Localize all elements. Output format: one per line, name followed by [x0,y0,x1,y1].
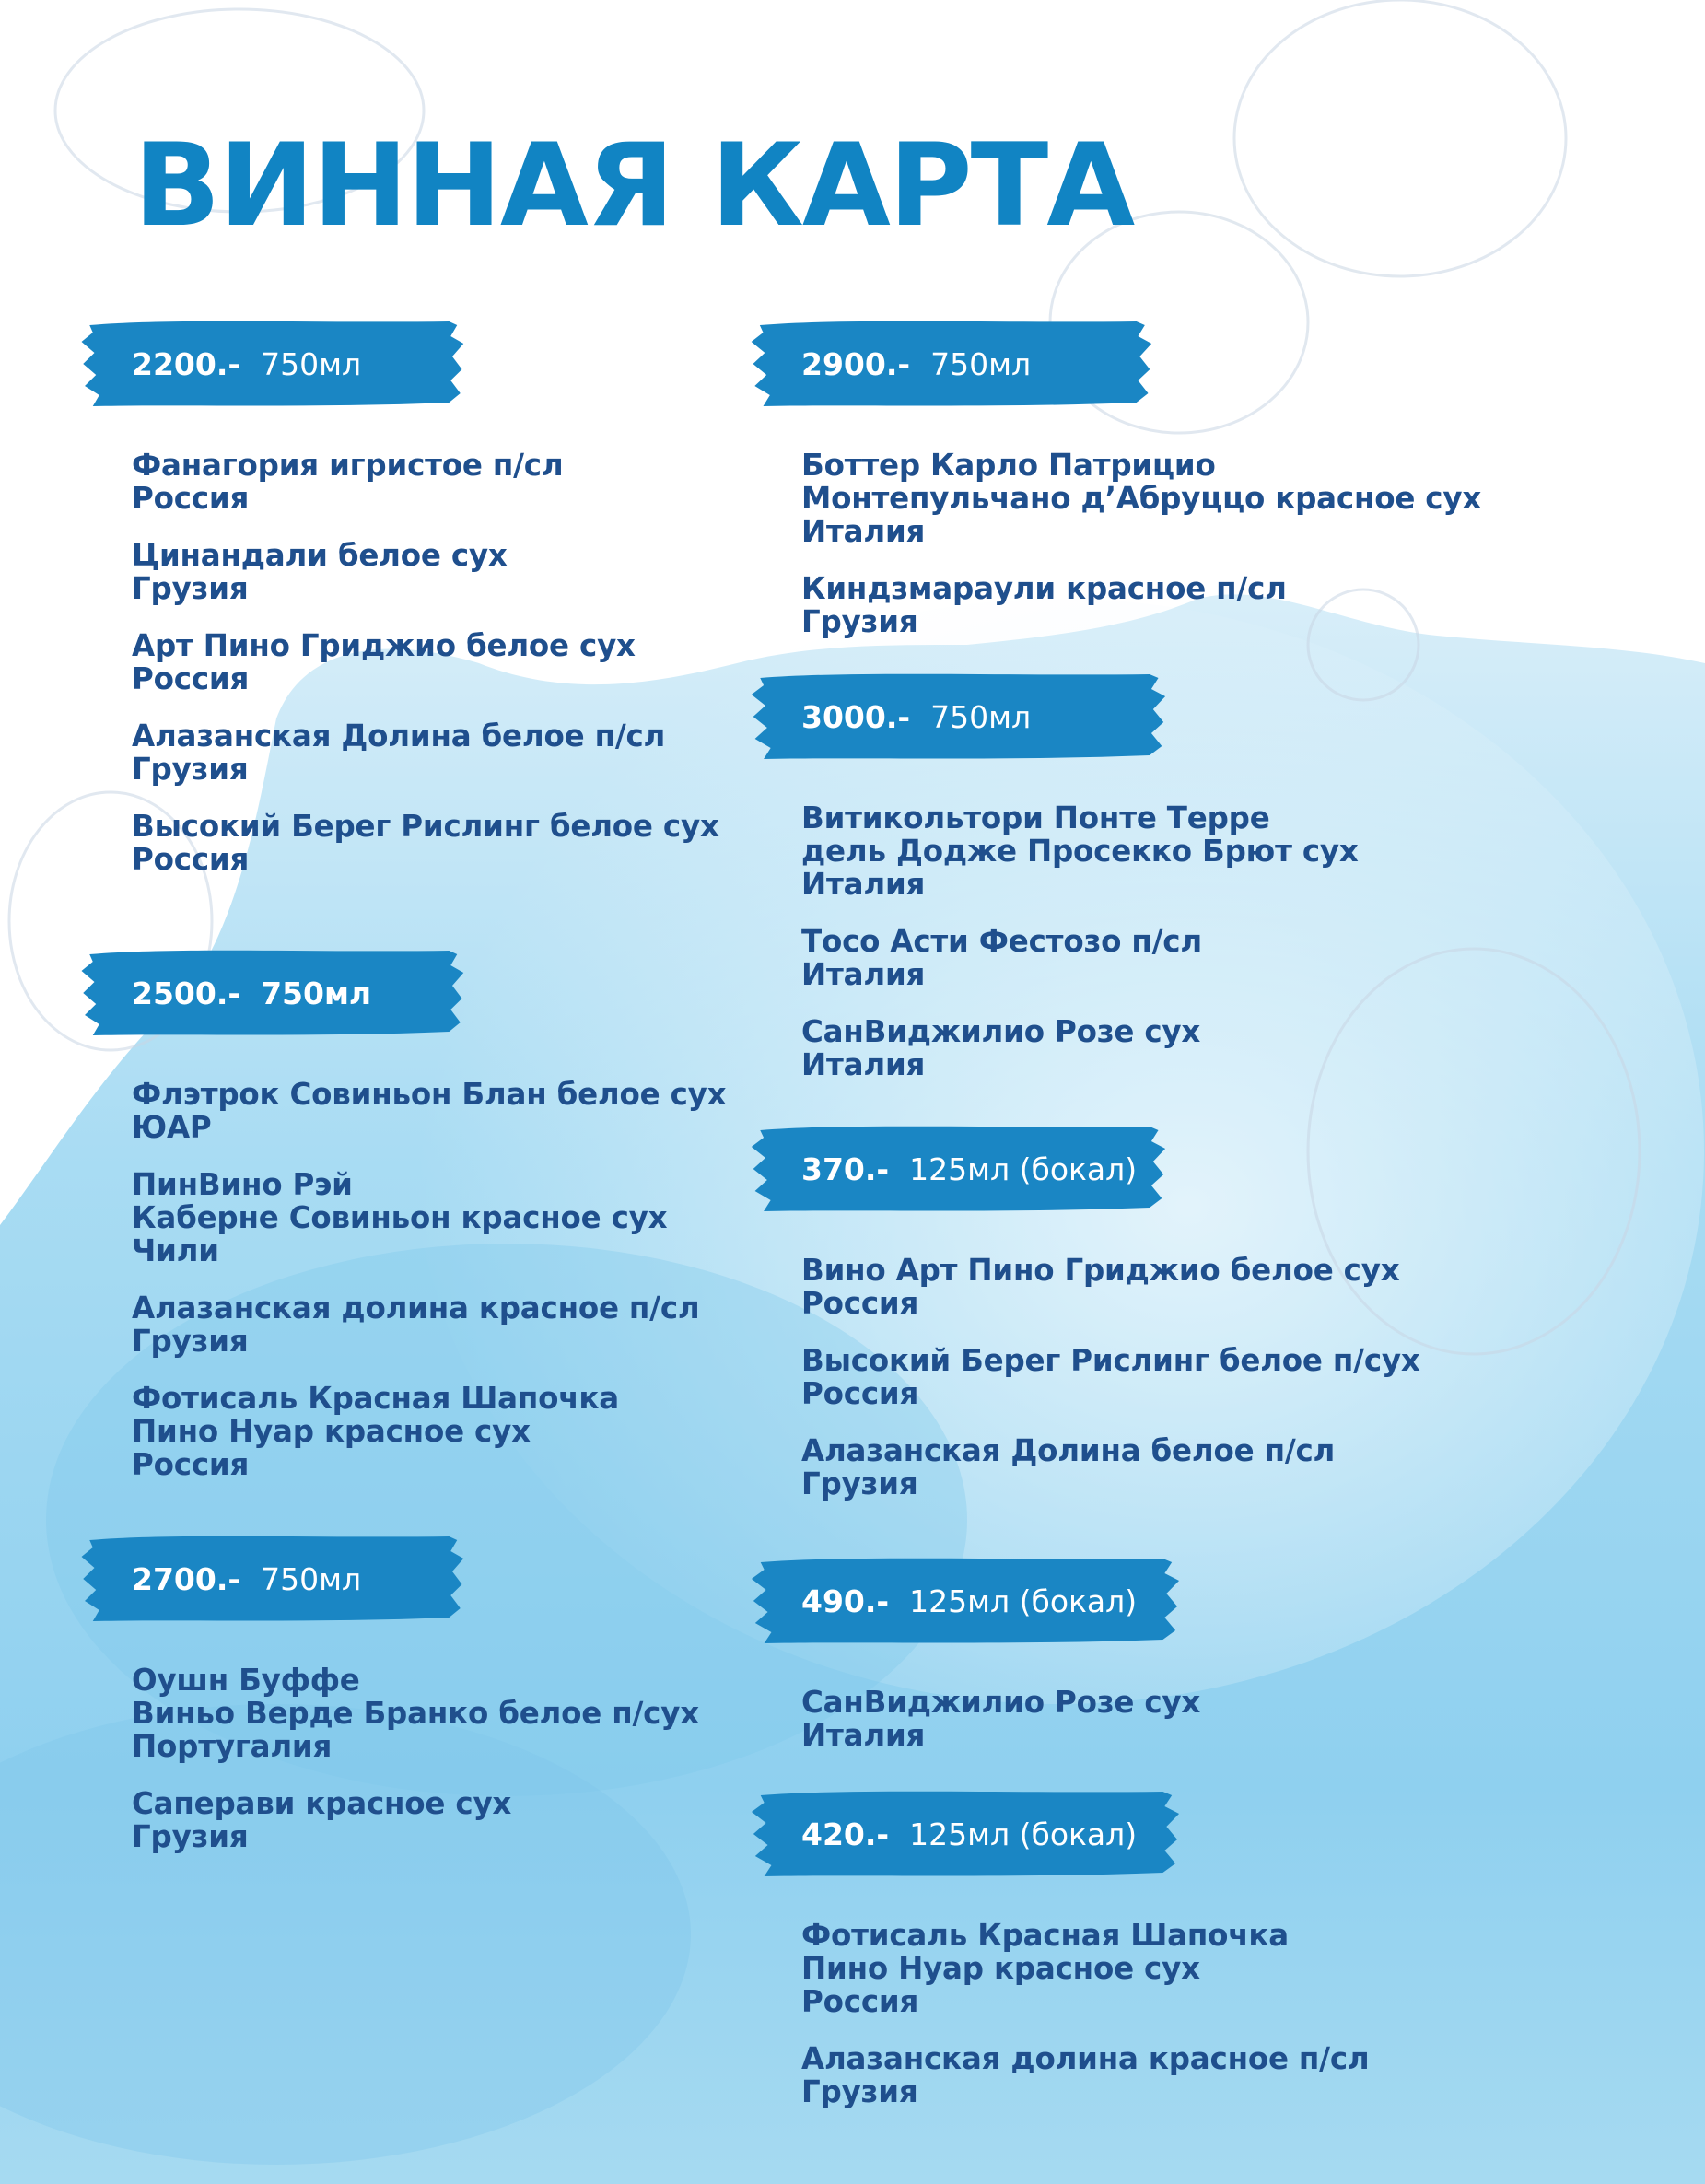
wine-country: Россия [132,481,250,516]
volume-label: 750мл [261,345,362,382]
price-tag-text [748,1151,1137,1187]
price-tag [748,669,1167,765]
wine-country: Россия [801,1376,919,1411]
volume-label: 750мл [930,698,1032,735]
price-value: 2900.- [801,345,911,382]
price-tag-text [748,1816,1137,1852]
wine-name-line: Оушн Буффе [132,1663,360,1698]
price-value: 490.- [801,1583,890,1619]
wine-name-line: Вино Арт Пино Гриджио белое сух [801,1253,1400,1288]
wine-list [78,449,719,876]
wine-name-line: Флэтрок Совиньон Блан белое сух [132,1077,727,1112]
wine-name-line: Киндзмараули красное п/сл [801,571,1287,606]
volume-label: 125мл (бокал) [909,1816,1138,1852]
wine-name-line: Боттер Карло Патрицио [801,448,1216,483]
wine-country: Италия [801,957,926,992]
price-value: 2500.- [132,975,241,1011]
wine-item [801,2042,1370,2108]
volume-label: 750мл [261,975,372,1011]
price-value: 420.- [801,1816,890,1852]
wine-name-line: Саперави красное сух [132,1786,512,1821]
wine-name-line: Фотисаль Красная Шапочка [132,1381,619,1416]
wine-list [748,1919,1370,2108]
wine-item [132,539,719,605]
wine-name-line: Высокий Берег Рислинг белое п/сух [801,1343,1420,1378]
price-tag [748,1786,1181,1882]
wine-name-line: Монтепульчано д’Абруццо красное сух [801,481,1482,516]
wine-country: Грузия [801,2074,918,2109]
price-value: 370.- [801,1150,890,1187]
price-tag-text [78,975,371,1011]
wine-country: Италия [801,514,926,549]
price-tag [748,316,1153,412]
wine-country: Россия [801,1984,919,2019]
price-section [78,316,719,900]
wine-item [801,1919,1370,2018]
wine-country: Россия [132,842,250,877]
wine-item [801,1434,1420,1501]
wine-item [132,1291,726,1358]
wine-name-line: Алазанская Долина белое п/сл [132,718,666,753]
wine-item [132,629,719,695]
price-tag-text [78,346,361,382]
wine-name-line: СанВиджилио Розе сух [801,1014,1201,1049]
volume-label: 125мл (бокал) [909,1150,1138,1187]
wine-country: Россия [132,661,250,696]
volume-label: 125мл (бокал) [909,1583,1138,1619]
wine-country: Грузия [132,1819,249,1854]
price-section [78,945,726,1505]
wine-country: Грузия [801,604,918,639]
price-tag-text [748,1583,1137,1619]
price-tag [78,945,465,1041]
wine-name-line: СанВиджилио Розе сух [801,1685,1201,1720]
wine-item [132,1168,726,1267]
price-section [748,1121,1420,1524]
wine-item [801,925,1359,991]
wine-name-line: Высокий Берег Рислинг белое сух [132,809,719,844]
wine-item [801,1254,1420,1320]
wine-name-line: Фанагория игристое п/сл [132,448,564,483]
wine-item [801,801,1359,901]
wine-country: Россия [801,1286,919,1321]
wine-country: Грузия [801,1466,918,1501]
wine-list [78,1664,699,1853]
wine-item [801,1686,1200,1752]
wine-name-line: ПинВино Рэй [132,1167,353,1202]
wine-name-line: Цинандали белое сух [132,538,508,573]
wine-list [748,449,1481,638]
wine-item [801,449,1481,548]
wine-item [801,1344,1420,1410]
wine-country: Италия [801,1718,926,1753]
wine-item [132,1078,726,1144]
wine-country: ЮАР [132,1110,212,1145]
wine-item [801,572,1481,638]
price-tag [78,1531,465,1627]
wine-name-line: Витикольтори Понте Терре [801,800,1270,835]
price-tag [78,316,465,412]
wine-name-line: Пино Нуар красное сух [132,1414,531,1449]
wine-item [132,810,719,876]
price-value: 2700.- [132,1560,241,1597]
wine-name-line: Пино Нуар красное сух [801,1951,1200,1986]
wine-item [132,719,719,786]
volume-label: 750мл [261,1560,362,1597]
wine-country: Россия [132,1447,250,1482]
wine-item [132,1382,726,1481]
price-tag-text [748,346,1031,382]
wine-country: Италия [801,1047,926,1082]
wine-country: Италия [801,867,926,902]
wine-name-line: дель Додже Просекко Брют сух [801,834,1359,869]
wine-name-line: Тосо Асти Фестозо п/сл [801,924,1202,959]
wine-name-line: Каберне Совиньон красное сух [132,1200,668,1235]
price-section [748,316,1481,662]
wine-list [748,1686,1200,1752]
wine-item [801,1015,1359,1081]
wine-item [132,449,719,515]
wine-name-line: Алазанская долина красное п/сл [132,1291,700,1326]
wine-country: Грузия [132,752,249,787]
wine-list [748,801,1359,1081]
wine-name-line: Алазанская Долина белое п/сл [801,1433,1336,1468]
volume-label: 750мл [930,345,1032,382]
price-value: 2200.- [132,345,241,382]
price-section [78,1531,699,1877]
price-section [748,1786,1370,2132]
wine-country: Чили [132,1233,219,1268]
wine-country: Португалия [132,1729,333,1764]
wine-list [78,1078,726,1481]
price-section [748,1553,1200,1776]
wine-item [132,1787,699,1853]
price-tag [748,1553,1181,1649]
wine-name-line: Алазанская долина красное п/сл [801,2041,1370,2076]
price-section [748,669,1359,1105]
wine-name-line: Арт Пино Гриджио белое сух [132,628,636,663]
wine-name-line: Виньо Верде Бранко белое п/сух [132,1696,699,1731]
price-value: 3000.- [801,698,911,735]
wine-country: Грузия [132,571,249,606]
wine-name-line: Фотисаль Красная Шапочка [801,1918,1289,1953]
wine-list [748,1254,1420,1501]
price-tag-text [78,1561,361,1597]
price-tag [748,1121,1167,1217]
wine-item [132,1664,699,1763]
wine-country: Грузия [132,1324,249,1359]
price-tag-text [748,699,1031,735]
page-title: ВИННАЯ КАРТА [134,120,1134,252]
